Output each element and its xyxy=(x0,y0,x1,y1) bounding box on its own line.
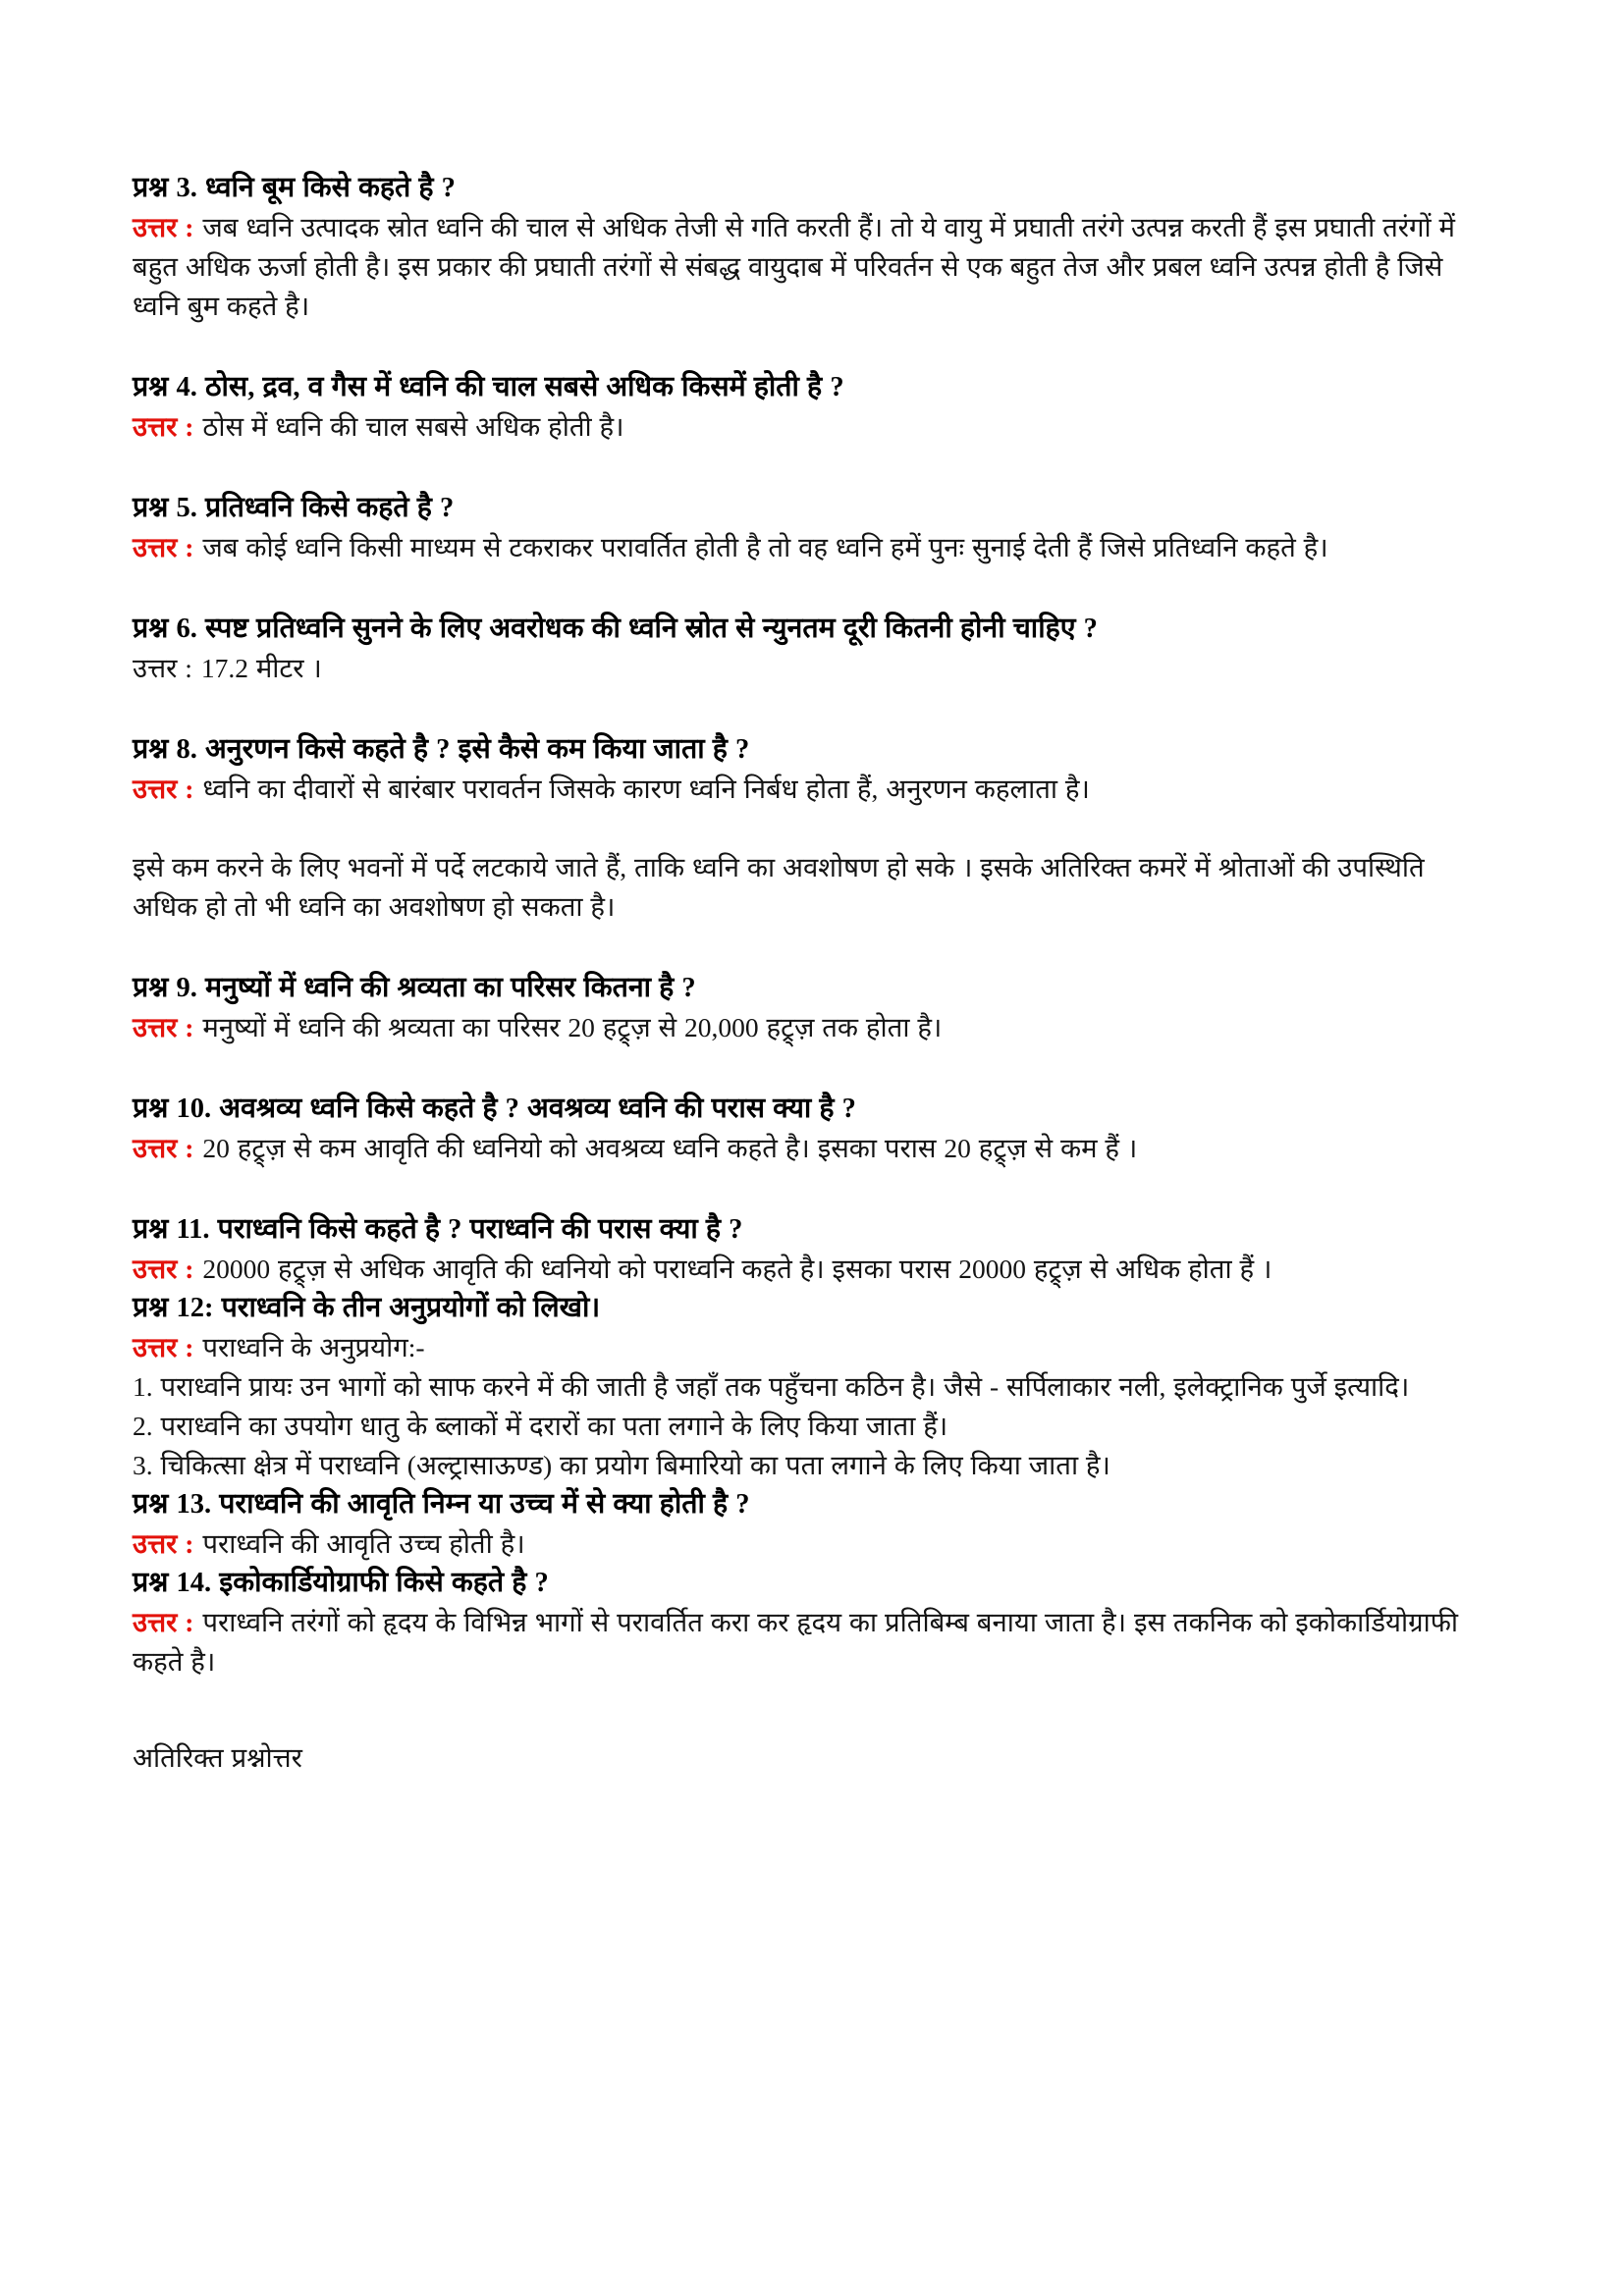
answer-paragraph xyxy=(133,407,1495,447)
answer-label: उत्तर : xyxy=(133,212,194,242)
list-item-1: 1. पराध्वनि प्रायः उन भागों को साफ करने में की जाती है जहाँ तक पहुँचना कठिन है। जैसे - सर्पिलाकार नली, इलेक्ट्रानिक पुर्जे इत्यादि। xyxy=(133,1371,1410,1402)
answer-paragraph xyxy=(133,1524,1495,1564)
answer-label: उत्तर : xyxy=(133,1332,194,1362)
qa-block-q3 xyxy=(133,169,1495,326)
answer-label: उत्तर : xyxy=(133,653,192,683)
answer-paragraph xyxy=(133,1129,1495,1168)
answer-paragraph xyxy=(133,770,1495,809)
list-item-3: 3. चिकित्सा क्षेत्र में पराध्वनि (अल्ट्रासाऊण्ड) का प्रयोग बिमारियो का पता लगाने के लिए किया जाता है। xyxy=(133,1450,1110,1480)
answer-label: उत्तर : xyxy=(133,1607,194,1637)
question-text: प्रश्न 10. अवश्रव्य ध्वनि किसे कहते है ? अवश्रव्य ध्वनि की परास क्या है ? xyxy=(133,1094,856,1124)
answer-label: उत्तर : xyxy=(133,532,194,562)
answer-text: जब कोई ध्वनि किसी माध्यम से टकराकर परावर्तित होती है तो वह ध्वनि हमें पुनः सुनाई देती हैं जिसे प्रतिध्वनि कहते है। xyxy=(202,532,1328,562)
answer-text: 17.2 मीटर । xyxy=(200,653,322,683)
answer-text: 20 हट्र्ज़ से कम आवृति की ध्वनियो को अवश्रव्य ध्वनि कहते है। इसका परास 20 हट्र्ज़ से कम हैं । xyxy=(202,1133,1138,1163)
question-text: प्रश्न 6. स्पष्ट प्रतिध्वनि सुनने के लिए अवरोधक की ध्वनि स्रोत से न्युनतम दूरी कितनी होनी चाहिए ? xyxy=(133,614,1098,644)
question-text: प्रश्न 14. इकोकार्डियोग्राफी किसे कहते है ? xyxy=(133,1568,549,1598)
answer-text: ध्वनि का दीवारों से बारंबार परावर्तन जिसके कारण ध्वनि निर्बध होता हैं, अनुरणन कहलाता है। xyxy=(202,774,1090,804)
list-item-2: 2. पराध्वनि का उपयोग धातु के ब्लाकों में दरारों का पता लगाने के लिए किया जाता हैं। xyxy=(133,1411,948,1441)
question-text: प्रश्न 12: पराध्वनि के तीन अनुप्रयोगों को लिखो। xyxy=(133,1293,601,1323)
question-text: प्रश्न 13. पराध्वनि की आवृति निम्न या उच्च में से क्या होती है ? xyxy=(133,1489,750,1520)
answer-label: उत्तर : xyxy=(133,1012,194,1042)
question-text: प्रश्न 8. अनुरणन किसे कहते है ? इसे कैसे कम किया जाता है ? xyxy=(133,734,750,765)
answer-label: उत्तर : xyxy=(133,411,194,442)
answer-paragraph xyxy=(133,1603,1495,1682)
qa-block-q8 xyxy=(133,730,1495,927)
answer-paragraph xyxy=(133,528,1495,567)
answer-extra-paragraph: इसे कम करने के लिए भवनों में पर्दे लटकाये जाते हैं, ताकि ध्वनि का अवशोषण हो सके । इसके अतिरिक्त कमरें में श्रोताओं की उपस्थिति अधिक हो तो भी ध्वनि का अवशोषण हो सकता है। xyxy=(133,852,1425,922)
qa-block-q14 xyxy=(133,1564,1495,1682)
qa-block-q10 xyxy=(133,1090,1495,1168)
answer-paragraph xyxy=(133,1328,1495,1367)
qa-block-q11 xyxy=(133,1210,1495,1289)
question-text: प्रश्न 11. पराध्वनि किसे कहते है ? पराध्वनि की परास क्या है ? xyxy=(133,1214,743,1245)
answer-label: उत्तर : xyxy=(133,1133,194,1163)
question-text: प्रश्न 4. ठोस, द्रव, व गैस में ध्वनि की चाल सबसे अधिक किसमें होती है ? xyxy=(133,372,844,402)
answer-text: पराध्वनि के अनुप्रयोग:- xyxy=(202,1332,425,1362)
answer-text: मनुष्यों में ध्वनि की श्रव्यता का परिसर 20 हट्र्ज़ से 20,000 हट्र्ज़ तक होता है। xyxy=(202,1012,943,1042)
answer-text: जब ध्वनि उत्पादक स्रोत ध्वनि की चाल से अधिक तेजी से गति करती हैं। तो ये वायु में प्रघाती तरंगे उत्पन्न करती हैं इस प्रघाती तरंगों में बहुत अधिक ऊर्जा होती है। इस प्रकार की प्रघाती तरंगों से संबद्ध वायुदाब में परिवर्तन से एक बहुत तेज और प्रबल ध्वनि उत्पन्न होती है जिसे ध्वनि बुम कहते है। xyxy=(133,212,1455,321)
answer-label: उत्तर : xyxy=(133,1528,194,1559)
question-text: प्रश्न 5. प्रतिध्वनि किसे कहते है ? xyxy=(133,493,455,523)
qa-block-q4 xyxy=(133,368,1495,447)
qa-block-q6 xyxy=(133,610,1495,688)
answer-paragraph xyxy=(133,208,1495,326)
answer-paragraph xyxy=(133,1250,1495,1289)
answer-text: पराध्वनि की आवृति उच्च होती है। xyxy=(202,1528,525,1559)
question-text: प्रश्न 9. मनुष्यों में ध्वनि की श्रव्यता का परिसर कितना है ? xyxy=(133,973,696,1003)
answer-paragraph xyxy=(133,649,1495,688)
qa-block-q12 xyxy=(133,1289,1495,1485)
answer-paragraph xyxy=(133,1008,1495,1047)
answer-label: उत्तर : xyxy=(133,1254,194,1284)
answer-text: ठोस में ध्वनि की चाल सबसे अधिक होती है। xyxy=(202,411,624,442)
footer-text: अतिरिक्त प्रश्नोत्तर xyxy=(133,1742,302,1773)
qa-block-q5 xyxy=(133,489,1495,567)
qa-block-q13 xyxy=(133,1485,1495,1564)
answer-text: पराध्वनि तरंगों को हृदय के विभिन्न भागों से परावर्तित करा कर हृदय का प्रतिबिम्ब बनाया जाता है। इस तकनिक को इकोकार्डियोग्राफी कहते है। xyxy=(133,1607,1459,1677)
answer-text: 20000 हट्र्ज़ से अधिक आवृति की ध्वनियो को पराध्वनि कहते है। इसका परास 20000 हट्र्ज़ से अधिक होता हैं । xyxy=(202,1254,1272,1284)
question-text: प्रश्न 3. ध्वनि बूम किसे कहते है ? xyxy=(133,173,456,203)
answer-label: उत्तर : xyxy=(133,774,194,804)
qa-block-q9 xyxy=(133,969,1495,1047)
